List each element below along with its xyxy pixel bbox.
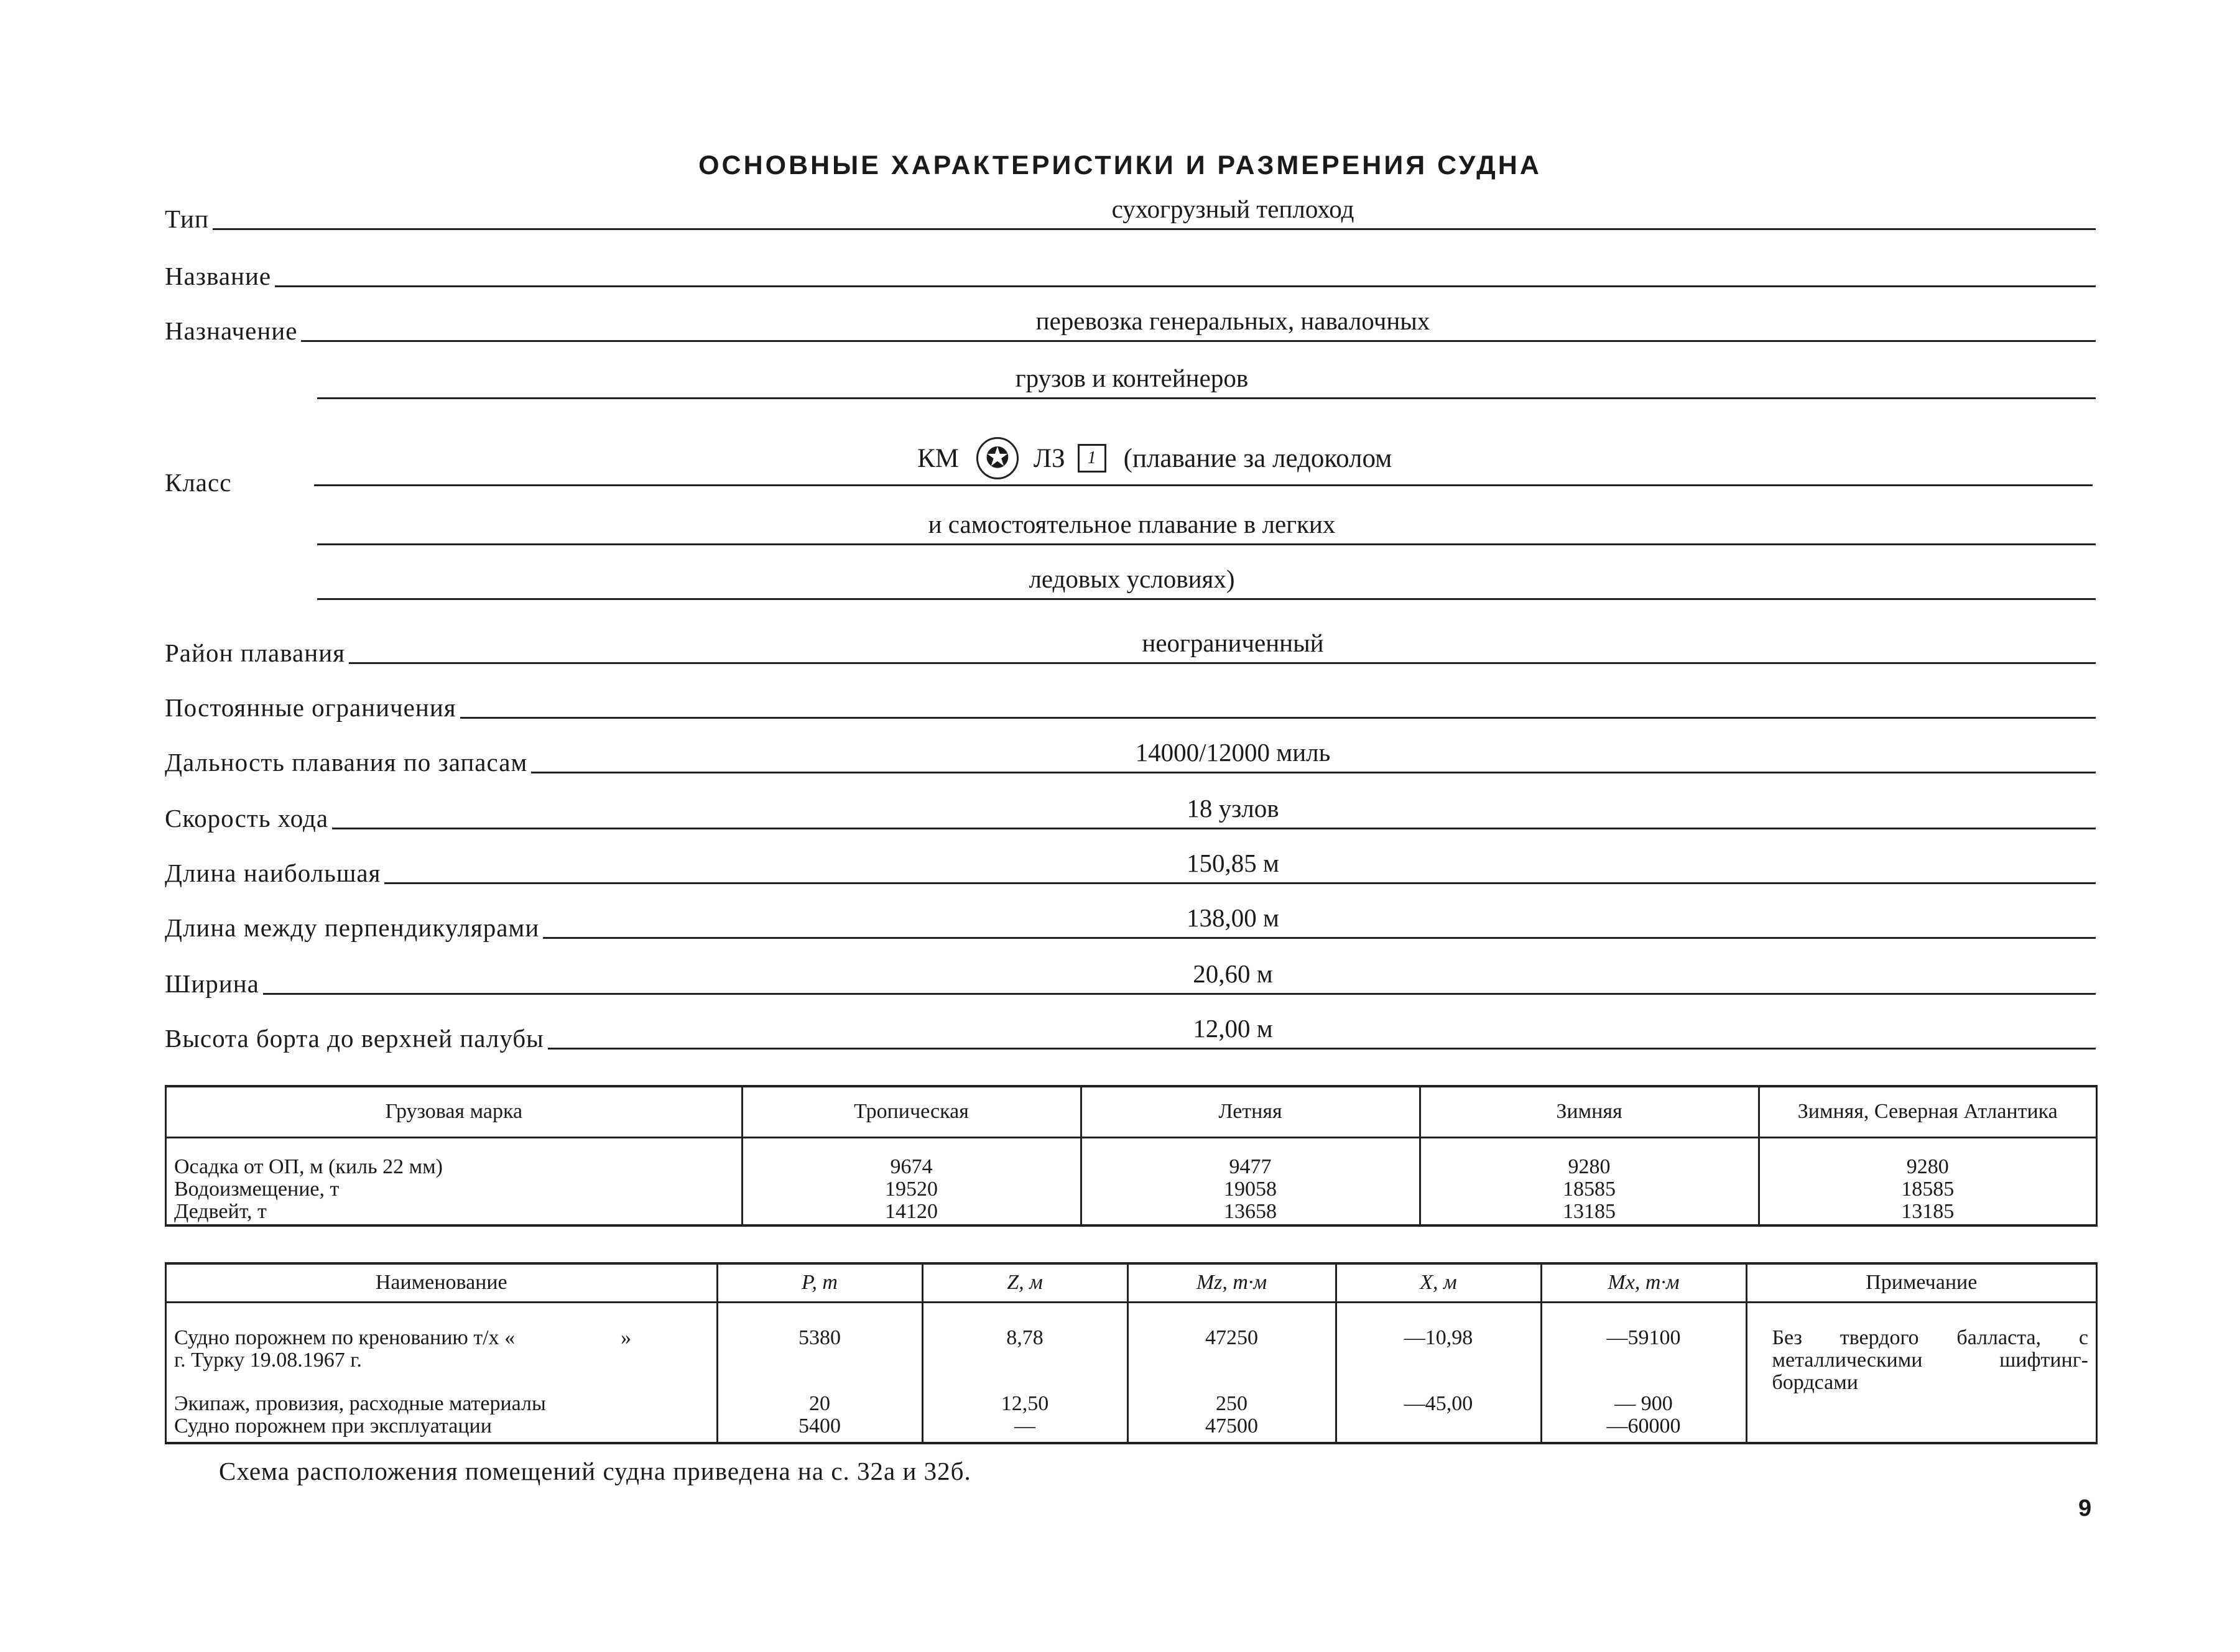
- field-restrictions: [165, 675, 2096, 725]
- field-depth: [165, 1006, 2096, 1056]
- field-line: [165, 882, 2096, 884]
- class-box-number: 1: [1078, 444, 1106, 473]
- class-line-2: [317, 507, 2096, 550]
- field-line: [165, 228, 2096, 230]
- table-cell: 13185: [1901, 1199, 1955, 1223]
- load-table-body: [167, 1137, 2096, 1224]
- class-km: КМ: [917, 443, 959, 473]
- field-purpose-continued: [317, 361, 2096, 404]
- table-cell: 18585: [1563, 1177, 1616, 1201]
- field-value: перевозка генеральных, навалочных: [1035, 307, 1430, 335]
- table-cell: 5400: [798, 1414, 841, 1437]
- x-column: [1336, 1302, 1541, 1442]
- field-line: [314, 484, 2093, 486]
- table-cell: 250: [1216, 1391, 1247, 1415]
- field-value: ледовых условиях): [1029, 565, 1235, 593]
- header-cell: Примечание: [1746, 1265, 2096, 1302]
- col-winter: [1420, 1137, 1759, 1224]
- field-label: Тип: [165, 204, 213, 234]
- table-cell: 47500: [1205, 1414, 1258, 1437]
- field-line: [165, 993, 2096, 995]
- col-summer: [1081, 1137, 1420, 1224]
- table-cell: 9674: [890, 1155, 933, 1178]
- field-line: [165, 662, 2096, 664]
- row-label: Водоизмещение, т: [174, 1177, 340, 1201]
- field-line: [317, 598, 2096, 600]
- mz-column: [1127, 1302, 1336, 1442]
- table-cell: 9280: [1568, 1155, 1611, 1178]
- field-label: Дальность плавания по запасам: [165, 747, 531, 777]
- table-cell: —45,00: [1404, 1391, 1473, 1415]
- field-label-class: Класс: [165, 468, 232, 497]
- table-cell: 19058: [1224, 1177, 1277, 1201]
- field-label: Длина наибольшая: [165, 858, 384, 888]
- field-label: Ширина: [165, 969, 263, 999]
- table-cell: [1344, 1415, 1533, 1437]
- table-cell-note: Без твердого балласта, с металлическими шифтинг-бордсами: [1772, 1326, 2088, 1394]
- table-cell: 47250: [1205, 1326, 1258, 1349]
- field-line: [317, 397, 2096, 399]
- field-line: [317, 543, 2096, 545]
- page-title: ОСНОВНЫЕ ХАРАКТЕРИСТИКИ И РАЗМЕРЕНИЯ СУДНА: [698, 150, 1542, 180]
- table-row-name: Экипаж, провизия, расходные материалы: [174, 1391, 546, 1415]
- table-cell: 13185: [1563, 1199, 1616, 1223]
- mx-column: [1541, 1302, 1746, 1442]
- page-number: 9: [2078, 1495, 2092, 1521]
- mass-table: [165, 1262, 2098, 1444]
- header-cell: Летняя: [1081, 1087, 1420, 1137]
- field-value: и самостоятельное плавание в легких: [928, 510, 1336, 538]
- table-cell: 9477: [1229, 1155, 1272, 1178]
- field-speed: [165, 786, 2096, 836]
- table-cell: 13658: [1224, 1199, 1277, 1223]
- field-value: 18 узлов: [1187, 794, 1279, 823]
- field-label: Скорость хода: [165, 803, 332, 833]
- table-cell: 19520: [885, 1177, 938, 1201]
- header-cell: Наименование: [167, 1265, 717, 1302]
- table-cell: —: [1014, 1414, 1035, 1437]
- field-label: Постоянные ограничения: [165, 693, 460, 722]
- row-label: Дедвейт, т: [174, 1199, 267, 1223]
- footnote: Схема расположения помещений судна приведена на с. 32а и 32б.: [219, 1457, 971, 1485]
- field-value: 14000/12000 миль: [1135, 738, 1331, 767]
- field-label: Высота борта до верхней палубы: [165, 1023, 548, 1053]
- field-label: Район плавания: [165, 638, 349, 668]
- field-line: [165, 285, 2096, 287]
- table-cell: 8,78: [1006, 1326, 1044, 1349]
- field-name: [165, 244, 2096, 293]
- mass-table-header: [167, 1265, 2096, 1302]
- header-cell: Зимняя, Северная Атлантика: [1759, 1087, 2096, 1137]
- table-cell: 5380: [798, 1326, 841, 1349]
- name-column: [167, 1302, 717, 1442]
- field-loa: [165, 841, 2096, 890]
- header-cell: Тропическая: [742, 1087, 1081, 1137]
- header-cell: Зимняя: [1420, 1087, 1759, 1137]
- field-purpose: [165, 298, 2096, 348]
- note-column: [1746, 1302, 2096, 1442]
- mass-table-body: [167, 1302, 2096, 1442]
- field-beam: [165, 951, 2096, 1001]
- table-cell: 12,50: [1001, 1391, 1049, 1415]
- col-tropical: [742, 1137, 1081, 1224]
- table-cell: 9280: [1906, 1155, 1949, 1178]
- field-area: [165, 621, 2096, 670]
- table-cell: —59100: [1606, 1326, 1681, 1349]
- field-type: [165, 187, 2096, 236]
- row-labels: [167, 1137, 742, 1224]
- class-line-3: [317, 561, 2096, 605]
- field-value: 20,60 м: [1193, 959, 1273, 988]
- header-cell: Mz, т·м: [1127, 1265, 1336, 1302]
- field-value: сухогрузный теплоход: [1111, 195, 1354, 223]
- table-cell: 20: [809, 1391, 830, 1415]
- field-label: Название: [165, 261, 275, 291]
- field-line: [165, 340, 2096, 342]
- table-row-name: Судно порожнем при эксплуатации: [174, 1414, 492, 1437]
- load-table-header: [167, 1087, 2096, 1137]
- register-star-icon: ✪: [976, 437, 1019, 479]
- class-text: (плавание за ледоколом: [1123, 443, 1392, 473]
- header-cell: P, т: [717, 1265, 922, 1302]
- field-value: 150,85 м: [1187, 849, 1279, 877]
- class-line-1: [314, 448, 2093, 491]
- z-column: [922, 1302, 1127, 1442]
- field-value: 138,00 м: [1187, 903, 1279, 932]
- class-lz: ЛЗ: [1033, 443, 1065, 473]
- header-cell: Грузовая марка: [167, 1087, 742, 1137]
- field-value: грузов и контейнеров: [1015, 364, 1249, 392]
- header-cell: X, м: [1336, 1265, 1541, 1302]
- p-column: [717, 1302, 922, 1442]
- load-line-table: [165, 1085, 2098, 1227]
- header-cell: Mx, т·м: [1541, 1265, 1746, 1302]
- table-cell: — 900: [1614, 1391, 1673, 1415]
- table-cell: —10,98: [1404, 1326, 1473, 1349]
- col-winter-north-atlantic: [1759, 1137, 2096, 1224]
- table-cell: 18585: [1901, 1177, 1955, 1201]
- field-label: Длина между перпендикулярами: [165, 913, 543, 943]
- row-label: Осадка от ОП, м (киль 22 мм): [174, 1155, 443, 1178]
- field-lpp: [165, 895, 2096, 945]
- field-label: Назначение: [165, 316, 301, 346]
- field-value: 12,00 м: [1193, 1014, 1273, 1043]
- header-cell: Z, м: [922, 1265, 1127, 1302]
- table-cell: —60000: [1606, 1414, 1681, 1437]
- table-cell: 14120: [885, 1199, 938, 1223]
- field-value: неограниченный: [1142, 629, 1324, 657]
- field-line: [165, 828, 2096, 829]
- field-range: [165, 730, 2096, 780]
- table-row-name: Судно порожнем по кренованию т/х « » г. Турку 19.08.1967 г.: [174, 1326, 632, 1372]
